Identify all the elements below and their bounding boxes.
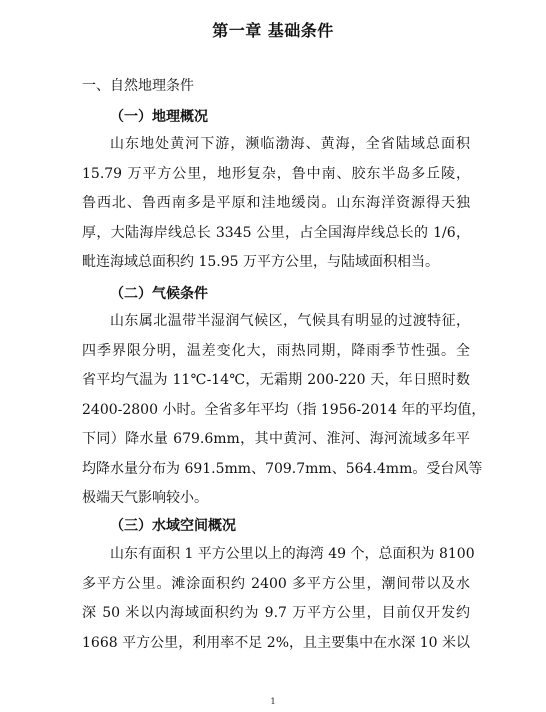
text-line: 均降水量分布为 691.5mm、709.7mm、564.4mm。受台风等 [82,460,483,477]
subsection-heading-climate: （二）气候条件 [110,286,208,302]
paragraph-geography [82,130,470,278]
section-heading: 一、自然地理条件 [82,78,194,94]
text-line: 山东属北温带半湿润气候区，气候具有明显的过渡特征， [110,313,470,329]
text-line: 下同）降水量 679.6mm，其中黄河、淮河、海河流域多年平 [82,431,470,447]
text-line: 山东地处黄河下游，濒临渤海、黄海，全省陆域总面积 [110,136,470,152]
text-line: 省平均气温为 11℃-14℃，无霜期 200-220 天，年日照时数 [82,372,470,388]
text-line: 四季界限分明，温差变化大，雨热同期，降雨季节性强。全 [82,342,470,359]
text-line: 深 50 米以内海域面积约为 9.7 万平方公里，目前仅开发约 [82,605,470,621]
text-line: 15.79 万平方公里，地形复杂，鲁中南、胶东半岛多丘陵， [82,165,470,182]
text-line: 山东有面积 1 平方公里以上的海湾 49 个，总面积为 8100 [110,546,475,562]
chapter-title: 第一章 基础条件 [212,21,334,40]
text-line: 厚，大陆海岸线总长 3345 公里，占全国海岸线总长的 1/6， [82,224,470,241]
text-line: 鲁西北、鲁西南多是平原和洼地缓岗。山东海洋资源得天独 [82,195,470,211]
text-line: 2400-2800 小时。全省多年平均（指 1956-2014 年的平均值， [82,401,486,418]
paragraph-waters [82,540,475,658]
text-line: 极端天气影响较小。 [82,490,208,506]
subsection-heading-geography: （一）地理概况 [110,109,208,125]
text-line: 1668 平方公里，利用率不足 2%，且主要集中在水深 10 米以 [82,634,470,651]
page-number: 1 [270,697,276,706]
text-line: 毗连海域总面积约 15.95 万平方公里，与陆域面积相当。 [82,254,439,270]
subsection-heading-waters: （三）水域空间概况 [110,518,236,534]
paragraph-climate [82,307,486,514]
text-line: 多平方公里。滩涂面积约 2400 多平方公里，潮间带以及水 [82,575,470,592]
